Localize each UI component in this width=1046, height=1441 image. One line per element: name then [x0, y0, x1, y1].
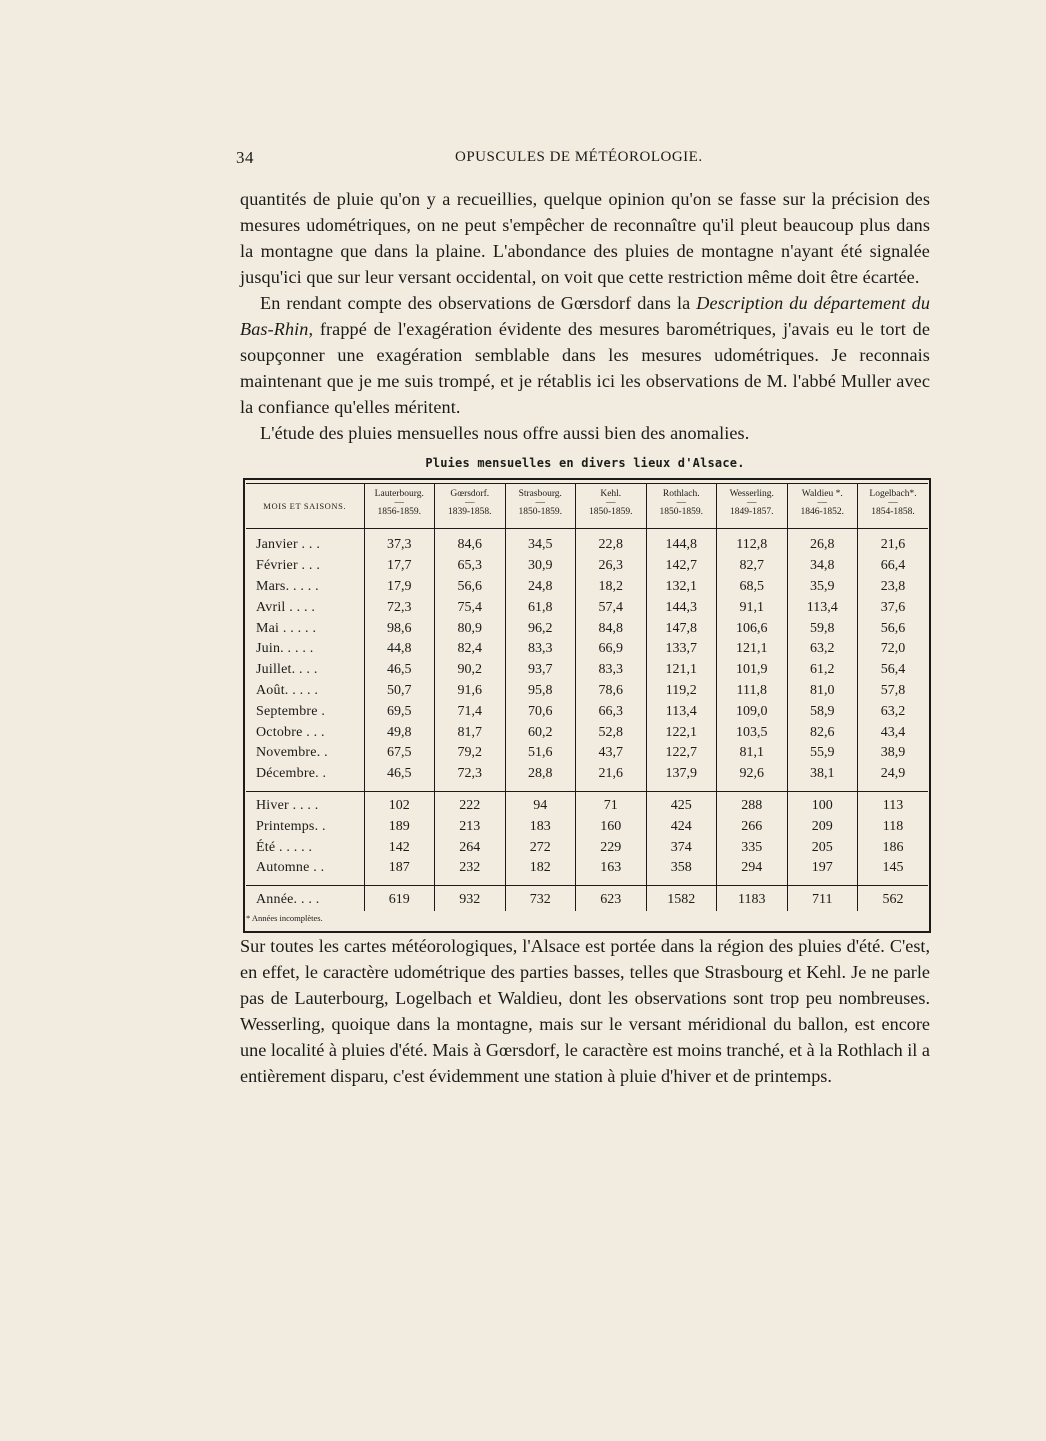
rainfall-cell: 122,7: [646, 743, 717, 764]
rainfall-cell: 71,4: [435, 701, 506, 722]
rainfall-cell: 122,1: [646, 722, 717, 743]
month-row: [246, 660, 928, 681]
station-name: Kehl.: [600, 489, 622, 499]
rainfall-cell: 84,6: [435, 535, 506, 556]
row-label: Octobre . . .: [256, 724, 325, 740]
rainfall-cell: 374: [646, 837, 717, 858]
rainfall-cell: 72,0: [858, 639, 929, 660]
rainfall-cell: 38,1: [787, 764, 858, 785]
rainfall-cell: 57,8: [858, 681, 929, 702]
rainfall-cell: 101,9: [717, 660, 788, 681]
dash-separator: —: [817, 498, 827, 508]
rainfall-cell: 69,5: [364, 701, 435, 722]
paragraph-2-start: En rendant compte des observations de Gœrsdorf dans la: [260, 293, 697, 313]
rainfall-cell: 72,3: [435, 764, 506, 785]
month-row: [246, 743, 928, 764]
row-label: Année. . . .: [256, 892, 320, 908]
station-years: 1846-1852.: [800, 507, 845, 517]
rainfall-cell: 46,5: [364, 660, 435, 681]
rainfall-cell: 147,8: [646, 618, 717, 639]
rainfall-cell: 145: [858, 858, 929, 879]
rainfall-cell: 66,4: [858, 556, 929, 577]
rainfall-cell: 35,9: [787, 577, 858, 598]
row-label: Juillet. . . .: [256, 662, 318, 678]
season-row: [246, 816, 928, 837]
station-years: 1850-1859.: [518, 507, 563, 517]
station-name: Logelbach*.: [869, 489, 917, 499]
rainfall-cell: 91,1: [717, 597, 788, 618]
rainfall-cell: 187: [364, 858, 435, 879]
rainfall-cell: 80,9: [435, 618, 506, 639]
rainfall-cell: 70,6: [505, 701, 576, 722]
month-row: [246, 618, 928, 639]
year-row: [246, 890, 928, 911]
month-row: [246, 597, 928, 618]
rainfall-cell: 34,5: [505, 535, 576, 556]
month-row: [246, 722, 928, 743]
rainfall-cell: 94: [505, 796, 576, 817]
rainfall-cell: 1183: [717, 890, 788, 911]
paragraph-1: quantités de pluie qu'on y a recueillies, quelque opinion qu'on se fasse sur la précision des mesures udométriques, on ne peut s'empêcher de reconnaître qu'il pleut beaucoup plus dans la montagne que dans la plaine. L'abondance des pluies de montagne n'ayant été signalée jusqu'ici que sur leur versant occidental, on voit que cette restriction même doit être écartée.: [240, 189, 930, 287]
rainfall-cell: 132,1: [646, 577, 717, 598]
paragraph-2: [240, 290, 930, 420]
rainfall-cell: 91,6: [435, 681, 506, 702]
rainfall-cell: 38,9: [858, 743, 929, 764]
rainfall-cell: 711: [787, 890, 858, 911]
month-row: [246, 764, 928, 785]
rainfall-cell: 63,2: [858, 701, 929, 722]
rainfall-cell: 424: [646, 816, 717, 837]
rainfall-cell: 65,3: [435, 556, 506, 577]
rainfall-cell: 78,6: [576, 681, 647, 702]
rainfall-cell: 44,8: [364, 639, 435, 660]
table-footnote: * Années incomplètes.: [246, 912, 323, 923]
station-name: Waldieu *.: [801, 489, 843, 499]
station-name: Wesserling.: [729, 489, 774, 499]
rainfall-cell: 113,4: [646, 701, 717, 722]
frame-bottom: [246, 925, 928, 931]
rainfall-cell: 103,5: [717, 722, 788, 743]
rainfall-cell: 425: [646, 796, 717, 817]
rainfall-cell: 98,6: [364, 618, 435, 639]
station-header: [576, 484, 647, 529]
rainfall-cell: 197: [787, 858, 858, 879]
table-header-row: [246, 484, 928, 529]
season-row: [246, 837, 928, 858]
rainfall-cell: 209: [787, 816, 858, 837]
rainfall-cell: 562: [858, 890, 929, 911]
rainfall-cell: 21,6: [858, 535, 929, 556]
rainfall-cell: 113,4: [787, 597, 858, 618]
station-name: Rothlach.: [662, 489, 700, 499]
rainfall-cell: 142,7: [646, 556, 717, 577]
paragraph-2-italic: Description du département du Bas-Rhin,: [240, 293, 931, 339]
rainfall-cell: 68,5: [717, 577, 788, 598]
rainfall-cell: 34,8: [787, 556, 858, 577]
rainfall-cell: 67,5: [364, 743, 435, 764]
rainfall-cell: 49,8: [364, 722, 435, 743]
rainfall-cell: 30,9: [505, 556, 576, 577]
rainfall-cell: 232: [435, 858, 506, 879]
station-name: Strasbourg.: [518, 489, 562, 499]
station-header: [435, 484, 506, 529]
rainfall-cell: 144,3: [646, 597, 717, 618]
rainfall-cell: 66,3: [576, 701, 647, 722]
rainfall-cell: 21,6: [576, 764, 647, 785]
station-years: 1839-1858.: [447, 507, 492, 517]
rainfall-cell: 119,2: [646, 681, 717, 702]
station-header: [646, 484, 717, 529]
rainfall-cell: 22,8: [576, 535, 647, 556]
rainfall-cell: 144,8: [646, 535, 717, 556]
rainfall-cell: 17,9: [364, 577, 435, 598]
dash-separator: —: [465, 498, 475, 508]
rainfall-cell: 619: [364, 890, 435, 911]
rainfall-cell: 95,8: [505, 681, 576, 702]
row-label: Janvier . . .: [256, 537, 321, 553]
rainfall-cell: 24,8: [505, 577, 576, 598]
paragraph-after-table: Sur toutes les cartes météorologiques, l'Alsace est portée dans la région des pluies d'été. C'est, en effet, le caractère udométrique des parties basses, telles que Strasbourg et Kehl. Je ne parle pas de Lauterbourg, Logelbach et Waldieu, dont les observations sont trop peu nombreuses. Wesserling, quoique dans la montagne, mais sur le versant méridional du ballon, est encore une localité à pluies d'été. Mais à Gœrsdorf, le caractère est moins tranché, et à la Rothlach il a entièrement disparu, c'est évidemment une station à pluie d'hiver et de printemps.: [240, 935, 930, 1086]
row-label: Mai . . . . .: [256, 620, 317, 636]
rainfall-cell: 71: [576, 796, 647, 817]
rainfall-table: [246, 483, 928, 925]
rainfall-cell: 113: [858, 796, 929, 817]
row-label: Août. . . . .: [256, 682, 319, 698]
rainfall-cell: 111,8: [717, 681, 788, 702]
rainfall-cell: 213: [435, 816, 506, 837]
rainfall-cell: 335: [717, 837, 788, 858]
rainfall-cell: 118: [858, 816, 929, 837]
rainfall-cell: 66,9: [576, 639, 647, 660]
dash-separator: —: [394, 498, 404, 508]
row-label: Février . . .: [256, 558, 321, 574]
rainfall-cell: 1582: [646, 890, 717, 911]
rainfall-cell: 90,2: [435, 660, 506, 681]
rainfall-cell: 37,6: [858, 597, 929, 618]
station-header: [787, 484, 858, 529]
rainfall-cell: 26,3: [576, 556, 647, 577]
rainfall-cell: 137,9: [646, 764, 717, 785]
table-caption: Pluies mensuelles en divers lieux d'Alsace.: [425, 456, 745, 470]
rainfall-cell: 288: [717, 796, 788, 817]
rainfall-cell: 266: [717, 816, 788, 837]
rainfall-cell: 55,9: [787, 743, 858, 764]
row-label: Printemps. .: [256, 818, 326, 834]
book-page: [236, 148, 931, 1089]
season-row: [246, 796, 928, 817]
rainfall-cell: 56,6: [858, 618, 929, 639]
rainfall-cell: 96,2: [505, 618, 576, 639]
month-row: [246, 535, 928, 556]
rainfall-cell: 60,2: [505, 722, 576, 743]
month-row: [246, 701, 928, 722]
row-label: Décembre. .: [256, 766, 327, 782]
page-number: 34: [236, 148, 254, 167]
rainfall-cell: 51,6: [505, 743, 576, 764]
rainfall-cell: 264: [435, 837, 506, 858]
dash-separator: —: [676, 498, 686, 508]
month-row: [246, 577, 928, 598]
rainfall-cell: 82,6: [787, 722, 858, 743]
station-name: Gœrsdorf.: [450, 489, 490, 499]
station-header: [364, 484, 435, 529]
station-header: [858, 484, 929, 529]
rainfall-cell: 82,4: [435, 639, 506, 660]
rainfall-cell: 84,8: [576, 618, 647, 639]
rainfall-cell: 106,6: [717, 618, 788, 639]
rainfall-cell: 61,2: [787, 660, 858, 681]
rainfall-cell: 37,3: [364, 535, 435, 556]
rainfall-cell: 52,8: [576, 722, 647, 743]
rainfall-cell: 133,7: [646, 639, 717, 660]
paragraph-2-end: frappé de l'exagération évidente des mesures barométriques, j'avais eu le tort de soupçonner une exagération semblable dans les mesures udométriques. Je reconnais maintenant que je me suis trompé, et je rétablis ici les observations de M. l'abbé Muller avec la confiance qu'elles méritent.: [240, 319, 930, 417]
rainfall-cell: 24,9: [858, 764, 929, 785]
rainfall-cell: 61,8: [505, 597, 576, 618]
rainfall-cell: 18,2: [576, 577, 647, 598]
rainfall-cell: 28,8: [505, 764, 576, 785]
rainfall-cell: 160: [576, 816, 647, 837]
dash-separator: —: [606, 498, 616, 508]
rainfall-cell: 222: [435, 796, 506, 817]
month-row: [246, 639, 928, 660]
row-label: Hiver . . . .: [256, 797, 319, 813]
station-years: 1849-1857.: [729, 507, 774, 517]
dash-separator: —: [747, 498, 757, 508]
station-header: [717, 484, 788, 529]
rainfall-cell: 43,4: [858, 722, 929, 743]
rainfall-cell: 732: [505, 890, 576, 911]
row-label: Novembre. .: [256, 745, 328, 761]
rainfall-cell: 56,4: [858, 660, 929, 681]
corner-header: MOIS ET SAISONS.: [246, 484, 364, 529]
rainfall-cell: 75,4: [435, 597, 506, 618]
rainfall-cell: 623: [576, 890, 647, 911]
rainfall-cell: 92,6: [717, 764, 788, 785]
rainfall-cell: 43,7: [576, 743, 647, 764]
station-years: 1854-1858.: [871, 507, 915, 517]
rainfall-cell: 294: [717, 858, 788, 879]
station-header: [505, 484, 576, 529]
station-years: 1856-1859.: [377, 507, 422, 517]
rainfall-cell: 79,2: [435, 743, 506, 764]
rainfall-cell: 72,3: [364, 597, 435, 618]
rainfall-cell: 142: [364, 837, 435, 858]
rainfall-cell: 182: [505, 858, 576, 879]
row-label: Septembre .: [256, 703, 326, 719]
month-row: [246, 556, 928, 577]
rainfall-cell: 17,7: [364, 556, 435, 577]
rainfall-cell: 57,4: [576, 597, 647, 618]
rainfall-cell: 186: [858, 837, 929, 858]
rainfall-cell: 82,7: [717, 556, 788, 577]
rainfall-cell: 272: [505, 837, 576, 858]
paragraph-3: L'étude des pluies mensuelles nous offre aussi bien des anomalies.: [260, 423, 750, 443]
rainfall-cell: 229: [576, 837, 647, 858]
table-body: [246, 529, 928, 925]
rainfall-cell: 205: [787, 837, 858, 858]
rainfall-cell: 50,7: [364, 681, 435, 702]
station-years: 1850-1859.: [588, 507, 633, 517]
rainfall-cell: 59,8: [787, 618, 858, 639]
row-label: Juin. . . . .: [256, 641, 314, 657]
row-label: Avril . . . .: [256, 599, 316, 615]
rainfall-cell: 46,5: [364, 764, 435, 785]
month-row: [246, 681, 928, 702]
rainfall-cell: 163: [576, 858, 647, 879]
rainfall-cell: 83,3: [505, 639, 576, 660]
rainfall-cell: 58,9: [787, 701, 858, 722]
rainfall-cell: 56,6: [435, 577, 506, 598]
rainfall-cell: 189: [364, 816, 435, 837]
rainfall-cell: 23,8: [858, 577, 929, 598]
season-row: [246, 858, 928, 879]
rainfall-cell: 932: [435, 890, 506, 911]
running-head: [236, 148, 930, 170]
rainfall-cell: 26,8: [787, 535, 858, 556]
running-title: OPUSCULES DE MÉTÉOROLOGIE.: [455, 149, 703, 165]
dash-separator: —: [888, 498, 898, 508]
rainfall-cell: 121,1: [717, 639, 788, 660]
row-label: Mars. . . . .: [256, 578, 319, 594]
rainfall-cell: 109,0: [717, 701, 788, 722]
rainfall-cell: 93,7: [505, 660, 576, 681]
rainfall-cell: 121,1: [646, 660, 717, 681]
rainfall-cell: 102: [364, 796, 435, 817]
rainfall-cell: 183: [505, 816, 576, 837]
rainfall-cell: 81,0: [787, 681, 858, 702]
row-label: Été . . . . .: [256, 839, 313, 855]
rainfall-cell: 81,1: [717, 743, 788, 764]
rainfall-cell: 63,2: [787, 639, 858, 660]
rainfall-cell: 100: [787, 796, 858, 817]
dash-separator: —: [535, 498, 545, 508]
rainfall-cell: 83,3: [576, 660, 647, 681]
rainfall-cell: 81,7: [435, 722, 506, 743]
rainfall-cell: 358: [646, 858, 717, 879]
rainfall-cell: 112,8: [717, 535, 788, 556]
station-years: 1850-1859.: [659, 507, 704, 517]
station-name: Lauterbourg.: [374, 489, 424, 499]
footnote-row: [246, 911, 928, 925]
row-label: Automne . .: [256, 860, 325, 876]
rainfall-table-frame: [243, 478, 931, 933]
